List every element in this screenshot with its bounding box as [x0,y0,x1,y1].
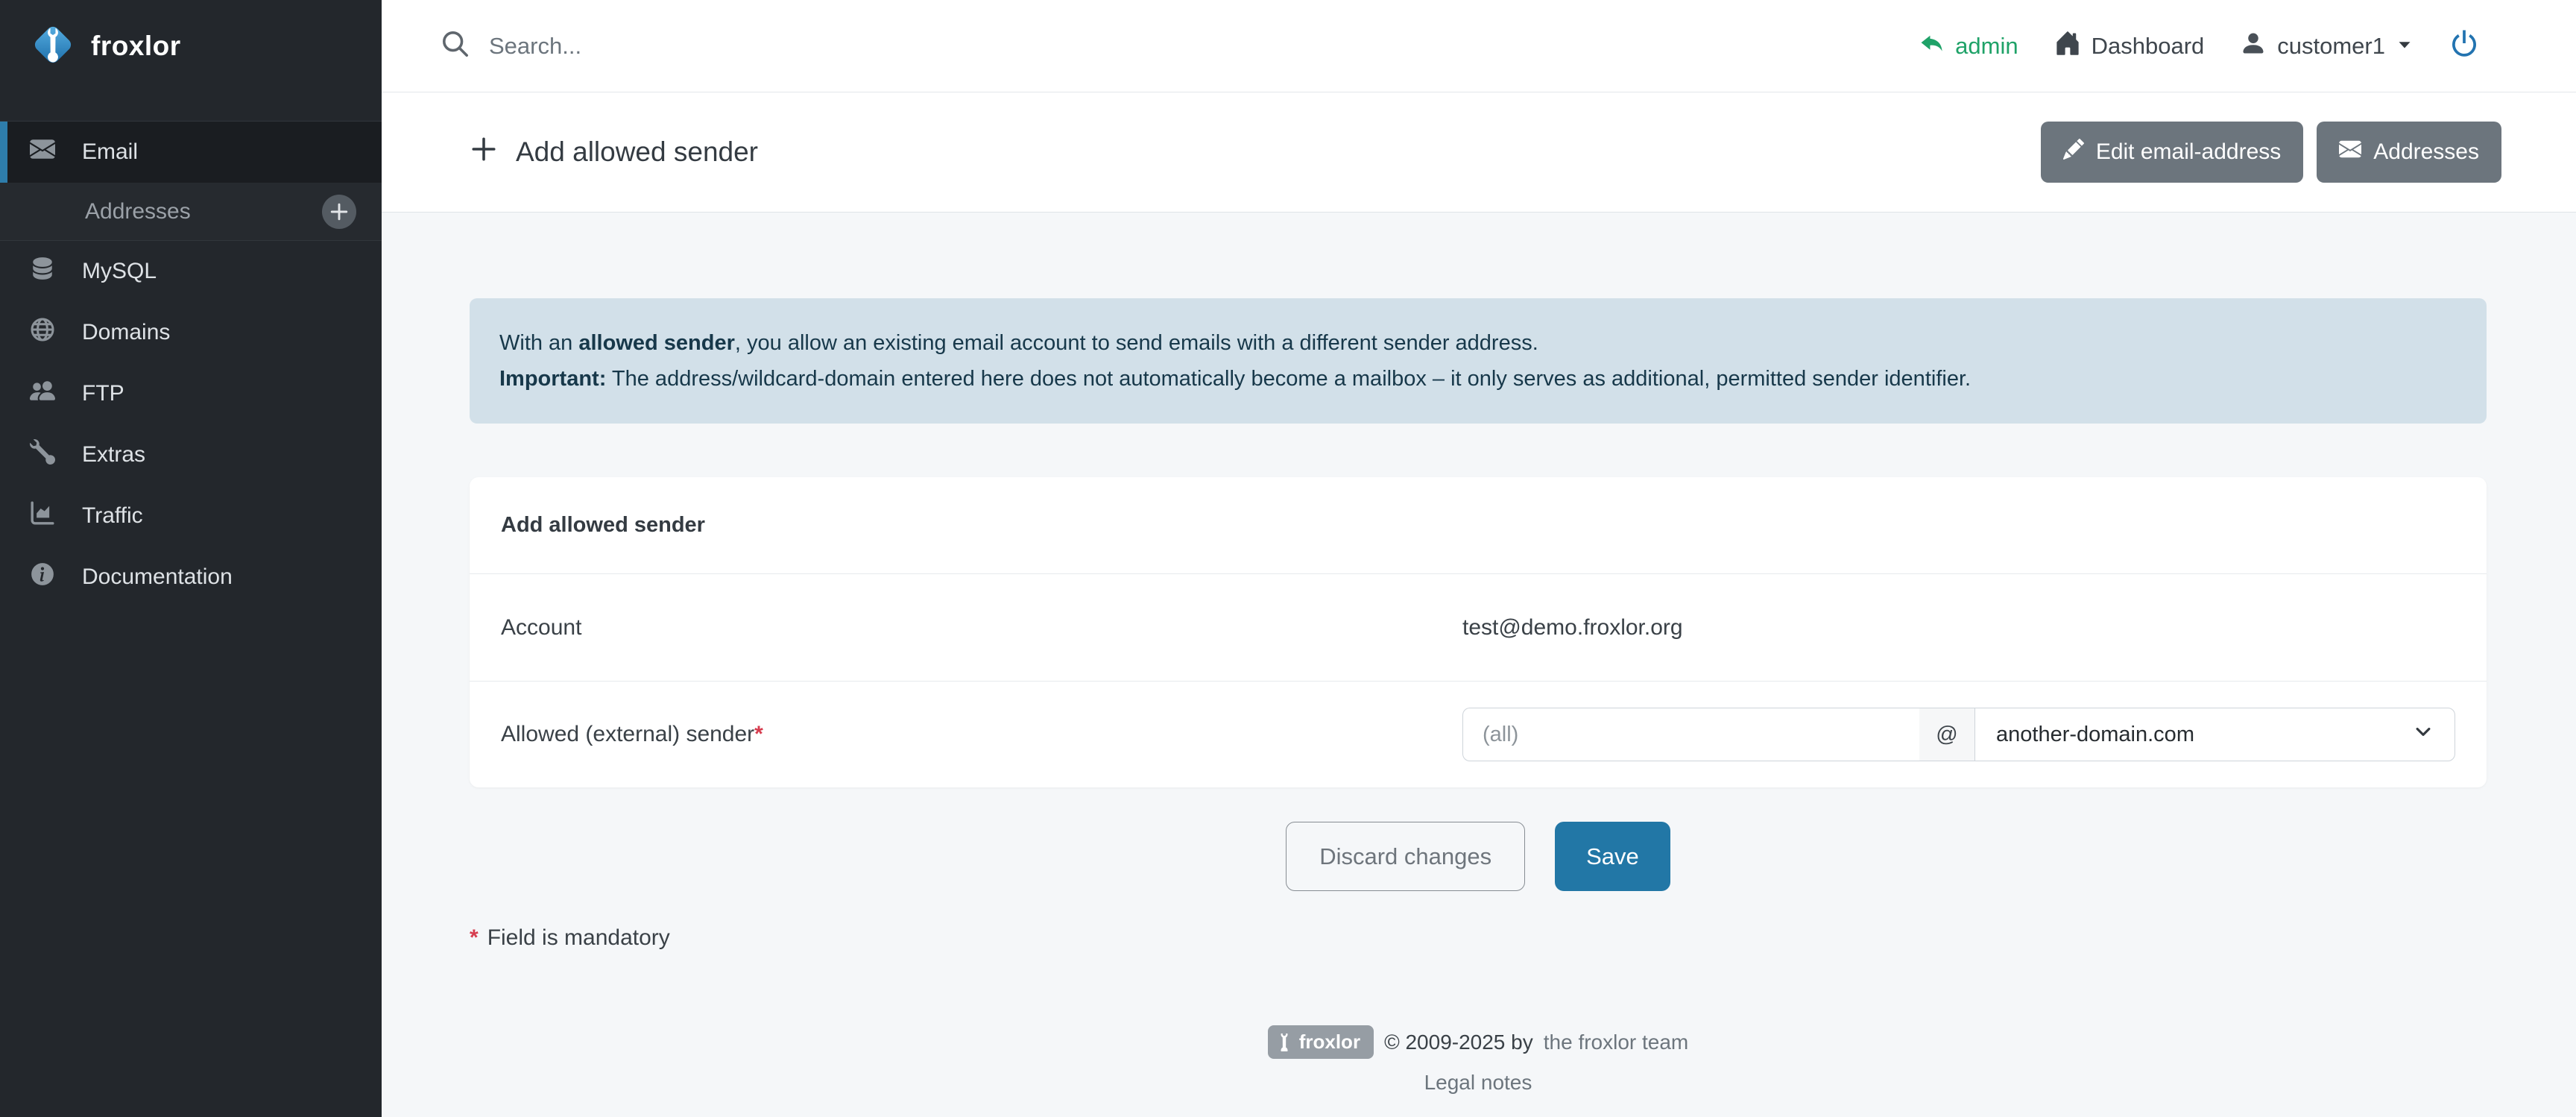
sidebar-item-domains[interactable] [0,302,382,363]
global-search [441,30,906,62]
sidebar-item-extras[interactable] [0,424,382,485]
add-address-button[interactable] [322,195,356,229]
sidebar-item-email[interactable] [0,122,382,183]
sender-domain-select[interactable]: another-domain.com [1974,708,2455,761]
sidebar-item-documentation[interactable] [0,547,382,608]
brand[interactable] [0,0,382,92]
account-label: Account [501,614,582,640]
sidebar-item-label: Domains [82,320,171,344]
back-to-admin-link[interactable]: admin [1919,31,2018,62]
account-row [470,574,2487,681]
globe-icon [30,317,55,348]
edit-email-address-button[interactable]: Edit email-address [2041,122,2303,183]
sidebar [0,0,382,1117]
froxlor-footer-badge[interactable]: froxlor [1268,1025,1374,1059]
page-header [382,92,2576,213]
allowed-sender-row [470,681,2487,787]
sidebar-subitem-label: Addresses [85,198,191,224]
allowed-sender-label: Allowed (external) sender* [501,722,763,746]
sidebar-item-label: Documentation [82,564,233,589]
at-symbol-addon: @ [1919,708,1974,761]
content-area [382,213,2576,1117]
chart-icon [30,500,55,532]
account-value: test@demo.froxlor.org [1462,614,1683,640]
home-icon [2054,30,2081,63]
logout-button[interactable] [2449,28,2479,64]
sidebar-item-label: Email [82,139,139,164]
sidebar-item-label: FTP [82,381,124,406]
sidebar-item-traffic[interactable] [0,485,382,547]
user-menu[interactable]: customer1 [2240,30,2414,63]
users-icon [30,378,55,409]
plus-icon [470,135,498,170]
sender-input-group [1462,708,2455,761]
brand-name: froxlor [91,31,181,61]
sidebar-item-label: Traffic [82,503,143,528]
topbar [382,0,2576,92]
person-icon [2240,30,2267,63]
mandatory-note: * Field is mandatory [470,925,670,950]
sidebar-item-label: Extras [82,442,146,467]
envelope-icon [30,136,55,168]
copyright-text: © 2009-2025 by [1384,1030,1533,1054]
search-input[interactable] [489,33,906,60]
sidebar-item-label: MySQL [82,259,157,283]
card-title: Add allowed sender [470,477,2487,574]
chevron-down-icon [2413,721,2434,748]
required-asterisk: * [754,722,763,746]
sender-local-part-input[interactable] [1462,708,1919,761]
info-alert: With an allowed sender, you allow an existing email account to send emails with a different sender address. Important: The address/wildcard-domain entered here does not automatically become a mailbox – it only serves as additional, permitted sender identifier. [470,298,2487,424]
save-button[interactable]: Save [1555,822,1670,891]
froxlor-logo-icon [31,23,75,70]
addresses-button[interactable]: Addresses [2317,122,2501,183]
froxlor-team-link[interactable]: the froxlor team [1543,1030,1689,1054]
sidebar-item-addresses[interactable] [0,183,382,241]
page-title: Add allowed sender [470,135,758,170]
reply-arrow-icon [1919,31,1945,62]
info-circle-icon [30,561,55,593]
wrench-icon [30,439,55,471]
envelope-icon [2339,138,2361,166]
database-icon [30,256,55,287]
sidebar-item-ftp[interactable] [0,363,382,424]
sidebar-item-mysql[interactable] [0,241,382,302]
dashboard-link[interactable]: Dashboard [2054,30,2205,63]
footer [470,1025,2487,1095]
sidebar-nav [0,121,382,608]
chevron-down-icon [2396,33,2414,60]
legal-notes-link[interactable]: Legal notes [1424,1071,1532,1094]
power-icon [2449,28,2479,64]
search-icon [441,30,470,62]
add-allowed-sender-card [470,477,2487,787]
pencil-icon [2063,139,2084,166]
discard-changes-button[interactable]: Discard changes [1286,822,1525,891]
